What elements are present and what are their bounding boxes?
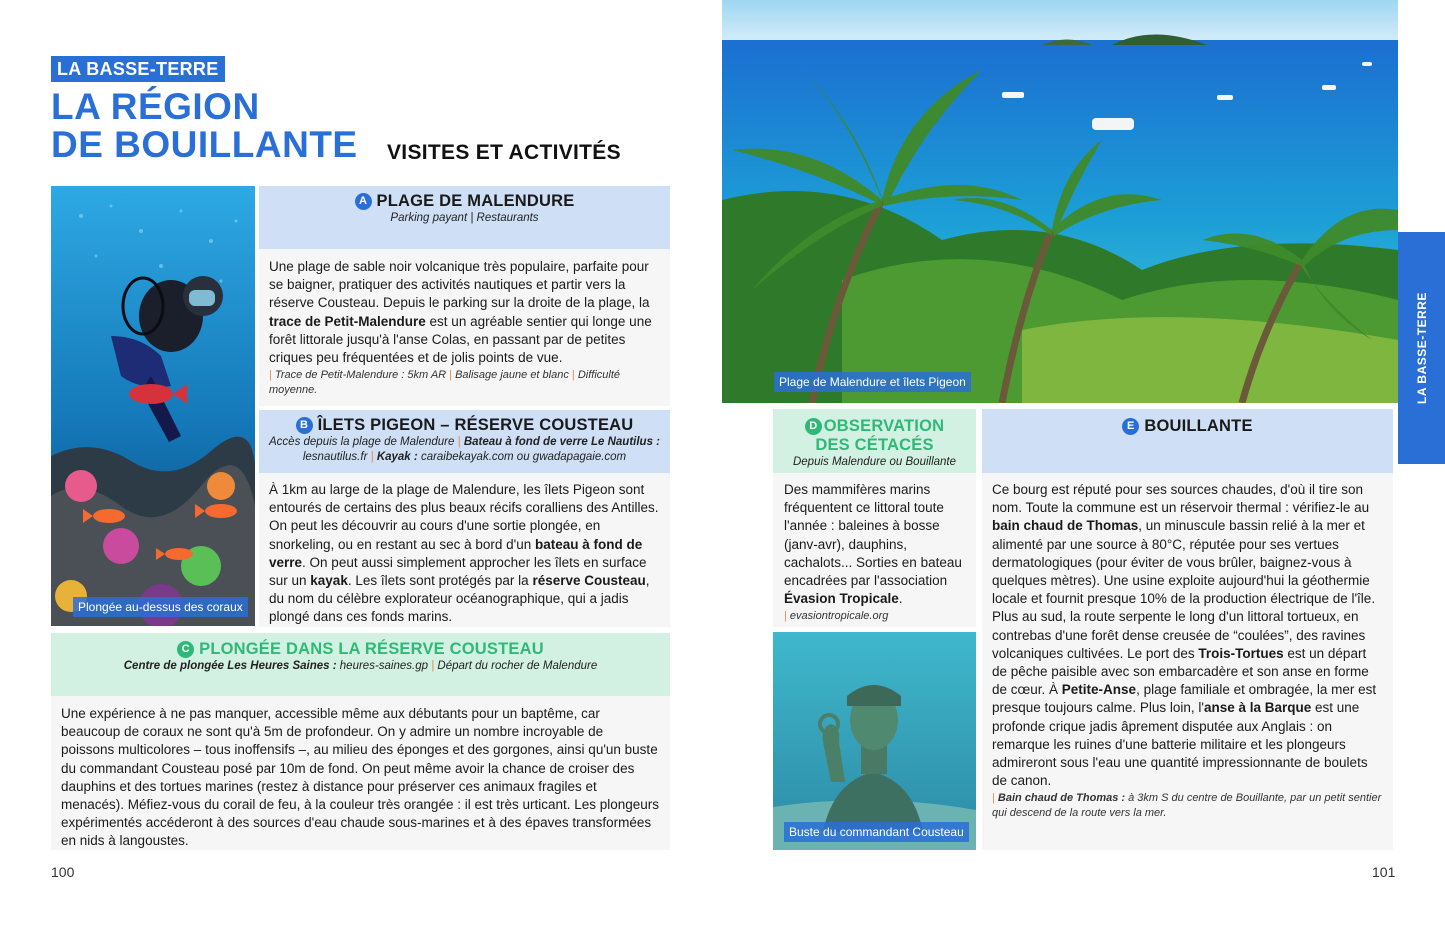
section-e-title-text: BOUILLANTE [1144, 417, 1253, 435]
section-a-note-2: Balisage jaune et blanc [455, 369, 569, 382]
section-a-text-1: Une plage de sable noir volcanique très populaire, parfaite pour se baigner, pratiquer des activités nautiques et partir vers la réserve Cousteau. Depuis le parking sur la droite de la plage, la [269, 259, 650, 311]
section-b-title-text: ÎLETS PIGEON – RÉSERVE COUSTEAU [317, 416, 634, 434]
section-e-bold-2: Trois-Tortues [1198, 645, 1284, 661]
beach-photo [722, 0, 1398, 403]
section-d-text-end: . [898, 591, 903, 607]
section-d-header [773, 409, 976, 473]
section-e-text-p1 [992, 481, 1383, 608]
statue-illustration [773, 632, 976, 850]
section-b-bold-3: réserve Cousteau [532, 573, 646, 589]
section-e-header [982, 409, 1393, 473]
diver-caption: Plongée au-dessus des coraux [73, 597, 248, 617]
section-b-sub-5: caraibekayak.com ou gwadapagaie.com [420, 451, 627, 463]
statue-caption: Buste du commandant Cousteau [784, 822, 969, 842]
section-e-text-2: , un minuscule bassin relié à la mer et alimenté par une source à 80°C, réputée pour ses vertues dermatologiques (pour éviter de vous brûler, baignez-vous à quelques mètres). Une usine exploite aujourd'hui la géothermie locale et fournit presque 10% de la production électrique de l'île. [992, 518, 1376, 607]
section-e-note: | Bain chaud de Thomas : à 3km S du centre de Bouillante, par un petit sentier qui descend de la route vers la mer. [992, 792, 1382, 820]
side-tab-label: LA BASSE-TERRE [1414, 292, 1429, 404]
side-tab [1398, 232, 1445, 464]
section-d-text-1: Des mammifères marins fréquentent ce littoral toute l'année : baleines à bosse (janv-avr), dauphins, cachalots... Sorties en bateau encadrées par l'association [784, 482, 962, 589]
section-c-title [51, 640, 670, 659]
section-a-note-bar: | [269, 369, 272, 382]
section-e-letter-badge: E [1122, 418, 1139, 435]
section-d-title [773, 417, 976, 455]
section-a-sub-1: Parking payant [390, 212, 468, 224]
section-b-sub-4: Kayak : [376, 451, 418, 463]
section-d-text-bold: Évasion Tropicale [784, 591, 899, 607]
section-a-sub-2: Restaurants [476, 212, 539, 224]
section-a-title [259, 192, 670, 211]
section-d-title-1: OBSERVATION [823, 417, 945, 435]
section-c-body [51, 696, 670, 850]
section-b-sub-3: lesnautilus.fr [302, 451, 368, 463]
section-a-text [269, 258, 660, 367]
section-e-text-5: , plage familiale et ombragée, la mer est presque toujours calme. Plus loin, l' [992, 682, 1377, 716]
section-e-bold-1: bain chaud de Thomas [992, 518, 1139, 534]
section-b-text-4: , du nom du célèbre explorateur océanographique, qui a jadis plongé dans ces fonds marins. [269, 573, 650, 625]
section-e-text-3: Plus au sud, la route serpente le long d'un littoral tortueux, en contrebas d'une forêt dense creusée de “coulées”, des ravines volcaniques cultivées. Le port des [992, 609, 1366, 661]
section-b-sub-1: Accès depuis la plage de Malendure [269, 436, 455, 448]
section-a-sub-sep: | [470, 212, 474, 224]
section-c-sub-3: Départ du rocher de Malendure [437, 660, 598, 672]
section-e-note-bold: Bain chaud de Thomas : [997, 792, 1126, 805]
section-e-body [982, 473, 1393, 850]
section-b-bold-1: bateau à fond de verre [269, 536, 643, 570]
section-b-text [269, 481, 660, 627]
page-title-line2: DE BOUILLANTE [51, 124, 358, 165]
diver-photo [51, 186, 255, 626]
section-c-text: Une expérience à ne pas manquer, accessible même aux débutants pour un baptême, car beaucoup de coraux ne sont qu'à 5m de profondeur. On y admire un nombre incroyable de poissons multicolores – tous inoffensifs –, au milieu des éponges et des gorgones, ainsi qu'un buste du commandant Cousteau posé par 10m de fond. On peut même avoir la chance de croiser des dauphins et des tortues marines (restez à distance pour préserver ces animaux fragiles et menacés). Méfiez-vous du corail de feu, à la couleur très orangée : il est très urticant. Les plongeurs expérimentés accéderont à des sources d'eau chaude sous-marines et à des épaves transformées en nids à langoustes. [61, 706, 660, 849]
beach-illustration [722, 0, 1398, 403]
section-a-header [259, 186, 670, 249]
section-b-text-3: . Les îlets sont protégés par la [347, 573, 533, 589]
section-b-body [259, 473, 670, 627]
page-subtitle: VISITES ET ACTIVITÉS [387, 141, 621, 164]
section-e-text-1: Ce bourg est réputé pour ses sources chaudes, d'où il tire son nom. Toute la commune est un réservoir thermal : vérifiez-le au [992, 482, 1370, 516]
page-title [51, 88, 358, 164]
section-kicker: LA BASSE-TERRE [51, 56, 225, 82]
section-a-note-3: Difficulté moyenne. [269, 369, 621, 397]
section-c-letter-badge: C [177, 641, 194, 658]
section-b-text-2: . On peut aussi simplement approcher les îlets en surface sur un [269, 554, 647, 589]
section-a-title-text: PLAGE DE MALENDURE [376, 192, 575, 210]
page-number-left: 100 [51, 864, 75, 880]
section-c-sub-2: heures-saines.gp [339, 660, 429, 672]
section-a-body [259, 249, 670, 406]
section-d-title-2: DES CÉTACÉS [815, 436, 934, 454]
section-d-subtitle: Depuis Malendure ou Bouillante [792, 456, 957, 468]
section-c-sub-1: Centre de plongée Les Heures Saines : [123, 660, 337, 672]
section-d-text [784, 481, 966, 608]
beach-caption: Plage de Malendure et îlets Pigeon [774, 372, 971, 392]
section-c-header [51, 633, 670, 696]
section-b-text-1: À 1km au large de la plage de Malendure, les îlets Pigeon sont entourés de certains des plus beaux récifs coralliens des Antilles. On peut les découvrir au cours d'une sortie plongée, en snorkeling, ou en restant au sec à bord d'un [269, 482, 659, 552]
section-b-sub-2: Bateau à fond de verre Le Nautilus : [463, 436, 660, 448]
section-b-header [259, 410, 670, 473]
section-a-text-bold: trace de Petit-Malendure [269, 313, 426, 329]
section-b-title [259, 416, 670, 435]
section-e-bold-4: anse à la Barque [1203, 700, 1312, 716]
section-a-letter-badge: A [355, 193, 372, 210]
section-e-note-text: à 3km S du centre de Bouillante, par un petit sentier qui descend de la route vers la mer. [992, 792, 1382, 820]
diver-illustration [51, 186, 255, 626]
section-e-text-p2 [992, 608, 1383, 790]
section-e-text-4: est un départ de pêche paisible avec son embarcadère et son anse en forme de cœur. À [992, 645, 1369, 698]
section-d-letter-badge: D [805, 418, 822, 435]
section-c-subtitle: Centre de plongée Les Heures Saines : heures-saines.gp | Départ du rocher de Malendure [123, 660, 598, 672]
statue-photo [773, 632, 976, 850]
section-d-body [773, 473, 976, 627]
section-a-note-1: Trace de Petit-Malendure : 5km AR [274, 369, 447, 382]
section-e-text-6: est une profonde crique jadis âprement disputée aux Anglais : on remarque les ruines d'une batterie militaire et les plongeurs admireront sous l'eau une quantité impressionnante de boulets de canon. [992, 700, 1368, 789]
section-e-title [982, 417, 1393, 436]
section-a-text-2: est un agréable sentier qui longe une forêt littorale jusqu'à l'anse Colas, en passant par de petites criques peu fréquentées et de jolis points de vue. [269, 313, 652, 366]
section-e-bold-3: Petite-Anse [1061, 682, 1137, 698]
section-a-note: | Trace de Petit-Malendure : 5km AR | Balisage jaune et blanc | Difficulté moyenne. [269, 369, 621, 397]
section-d-note-text: evasiontropicale.org [789, 610, 889, 623]
section-b-subtitle: Accès depuis la plage de Malendure | Bateau à fond de verre Le Nautilus : lesnautilus.fr | Kayak : caraibekayak.com ou gwadapagaie.com [269, 436, 660, 463]
page-number-right: 101 [1372, 864, 1396, 880]
section-b-bold-2: kayak [310, 573, 348, 589]
section-c-title-text: PLONGÉE DANS LA RÉSERVE COUSTEAU [199, 640, 544, 658]
section-d-note: | evasiontropicale.org [784, 610, 889, 623]
section-b-letter-badge: B [296, 417, 313, 434]
page-title-line1: LA RÉGION [51, 86, 260, 127]
section-a-subtitle [259, 211, 670, 226]
